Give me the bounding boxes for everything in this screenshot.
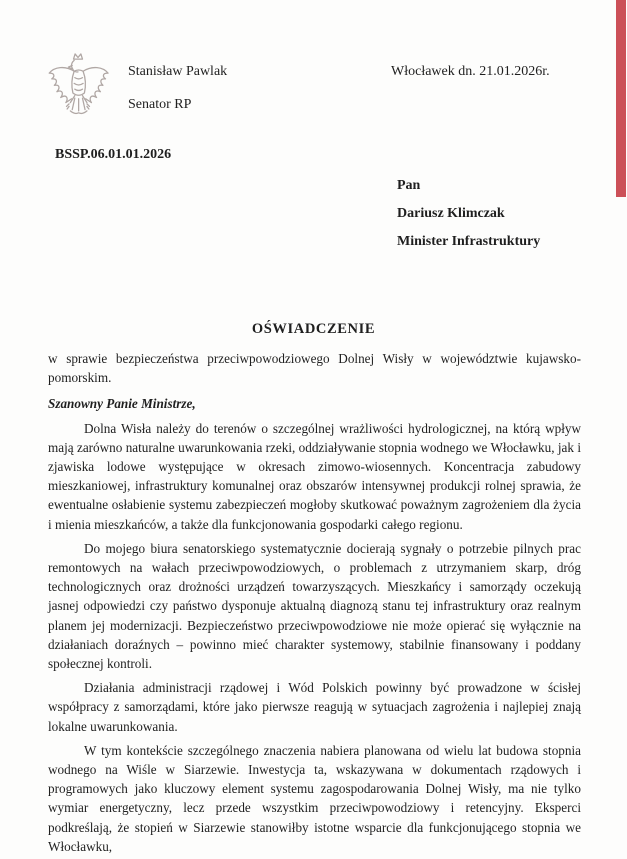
recipient-salutation: Pan (397, 178, 421, 193)
place-and-date: Włocławek dn. 21.01.2026r. (391, 64, 550, 79)
polish-eagle-icon (46, 52, 110, 134)
sender-name: Stanisław Pawlak (128, 64, 228, 79)
body-paragraph: W tym kontekście szczególnego znaczenia nabiera planowana od wielu lat budowa stopnia wodnego na Wiśle w Siarzewie. Inwestycja ta, wskazywana w dokumentach rządowych i programowych jako kluczowy element systemu zagospodarowania Dolnej Wisły, ma nie tylko wymiar energetyczny, lecz przede wszystkim przeciwpowodziowy i retencyjny. Eksperci podkreślają, że stopień w Siarzewie stanowiłby istotne wsparcie dla funkcjonującego stopnia we Włocławku, (48, 742, 581, 854)
body-paragraph: Działania administracji rządowej i Wód Polskich powinny być prowadzone w ścisłej współpracy z samorządami, które jako pierwsze reagują w sytuacjach zagrożenia i najlepiej znają lokalne uwarunkowania. (48, 680, 581, 734)
recipient-title: Minister Infrastruktury (397, 234, 541, 249)
subject-line: w sprawie bezpieczeństwa przeciwpowodziowego Dolnej Wisły w województwie kujawsko-pomorskim. (48, 351, 581, 386)
reference-number: BSSP.06.01.01.2026 (55, 147, 172, 162)
letter-body (48, 349, 581, 856)
body-paragraph: Dolna Wisła należy do terenów o szczególnej wrażliwości hydrologicznej, na którą wpływ mają zarówno naturalne uwarunkowania rzeki, oddziaływanie stopnia wodnego we Włocławku, jak i zjawiska lodowe występujące w okresach zimowo-wiosennych. Koncentracja zabudowy mieszkaniowej, infrastruktury komunalnej oraz obszarów intensywnej produkcji rolnej sprawia, że ewentualne osłabienie systemu zabezpieczeń mogłoby skutkować poważnym zagrożeniem dla życia i mienia mieszkańców, a także dla funkcjonowania gospodarki całego regionu. (48, 420, 581, 532)
recipient-name: Dariusz Klimczak (397, 206, 505, 221)
red-accent-bar (616, 0, 626, 197)
greeting-line: Szanowny Panie Ministrze, (48, 396, 196, 412)
recipient-block (397, 177, 540, 261)
body-paragraph: Do mojego biura senatorskiego systematycznie docierają sygnały o potrzebie pilnych prac remontowych na wałach przeciwpowodziowych, o problemach z utrzymaniem skarp, dróg technologicznych oraz drożności urządzeń towarzyszących. Mieszkańcy i samorządy oczekują jasnej odpowiedzi czy państwo dysponuje aktualną diagnozą stanu tej infrastruktury oraz realnym planem jej modernizacji. Bezpieczeństwo przeciwpowodziowe nie może opierać się wyłącznie na działaniach doraźnych – powinno mieć charakter systemowy, stabilnie finansowany i poddany społecznej kontroli. (48, 540, 581, 672)
document-title: OŚWIADCZENIE (251, 321, 376, 337)
sender-title: Senator RP (128, 97, 192, 112)
